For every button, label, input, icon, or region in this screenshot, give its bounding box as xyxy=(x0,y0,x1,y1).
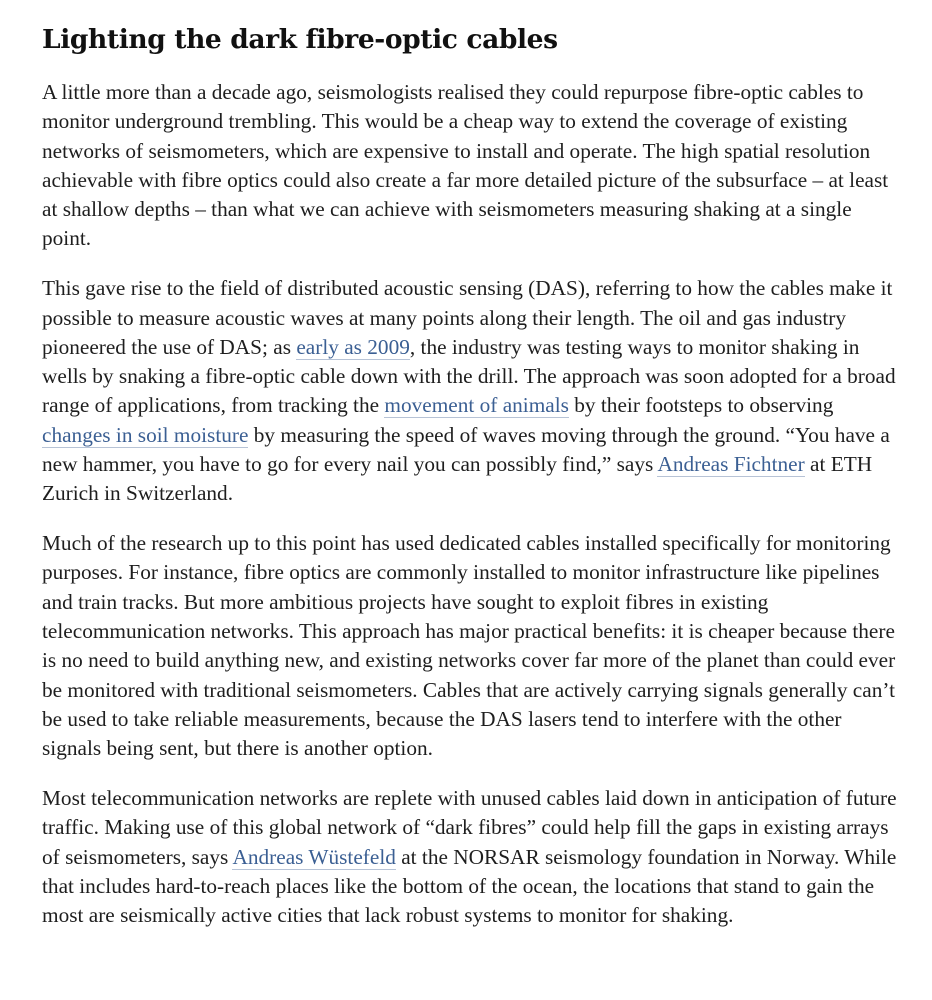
link-early-as-2009[interactable]: early as 2009 xyxy=(296,334,410,359)
paragraph-2-text-b: , the industry was testing ways to monitor shaking in wells by snaking a fibre-optic cable down with the drill. The approach was soon adopted for a broad range of applications, from tracking the xyxy=(42,334,896,418)
article-title: Lighting the dark fibre-optic cables xyxy=(42,24,558,55)
paragraph-1 xyxy=(42,78,904,254)
paragraph-1-text: A little more than a decade ago, seismologists realised they could repurpose fibre-optic cables to monitor underground trembling. This would be a cheap way to extend the coverage of existing networks of seismometers, which are expensive to install and operate. The high spatial resolution achievable with fibre optics could also create a far more detailed picture of the subsurface – at least at shallow depths – than what we can achieve with seismometers measuring shaking at a single point. xyxy=(42,80,889,251)
paragraph-2-text-c: by their footsteps to observing xyxy=(568,393,834,418)
paragraph-4 xyxy=(42,784,904,930)
paragraph-4-text-a: Most telecommunication networks are replete with unused cables laid down in anticipation of future traffic. Making use of this global network of “dark fibres” could help fill the gaps in existing arrays of seismometers, says xyxy=(42,786,897,869)
paragraph-2-text-e: at ETH Zurich in Switzerland. xyxy=(42,452,873,506)
paragraph-2-text-d: by measuring the speed of waves moving through the ground. “You have a new hammer, you have to go for every nail you can possibly find,” says xyxy=(42,422,890,477)
article-body xyxy=(42,22,904,951)
link-andreas-wustefeld[interactable]: Andreas Wüstefeld xyxy=(232,844,396,869)
paragraph-2-text-a: This gave rise to the field of distributed acoustic sensing (DAS), referring to how the cables make it possible to measure acoustic waves at many points along their length. The oil and gas industry pioneered the use of DAS; as xyxy=(42,276,893,359)
paragraph-3-text: Much of the research up to this point has used dedicated cables installed specifically for monitoring purposes. For instance, fibre optics are commonly installed to monitor infrastructure like pipelines and train tracks. But more ambitious projects have sought to exploit fibres in existing telecommunication networks. This approach has major practical benefits: it is cheaper because there is no need to build anything new, and existing networks cover far more of the planet than could ever be monitored with traditional seismometers. Cables that are actively carrying signals generally can’t be used to take reliable measurements, because the DAS lasers tend to interfere with the other signals being sent, but there is another option. xyxy=(42,531,896,761)
link-changes-in-soil-moisture[interactable]: changes in soil moisture xyxy=(42,422,249,447)
link-andreas-fichtner[interactable]: Andreas Fichtner xyxy=(657,452,805,477)
paragraph-3 xyxy=(42,529,904,763)
link-movement-of-animals[interactable]: movement of animals xyxy=(384,393,569,418)
paragraph-2 xyxy=(42,274,904,508)
paragraph-4-text-b: at the NORSAR seismology foundation in Norway. While that includes hard-to-reach places like the bottom of the ocean, the locations that stand to gain the most are seismically active cities that lack robust systems to monitor for shaking. xyxy=(42,844,897,928)
